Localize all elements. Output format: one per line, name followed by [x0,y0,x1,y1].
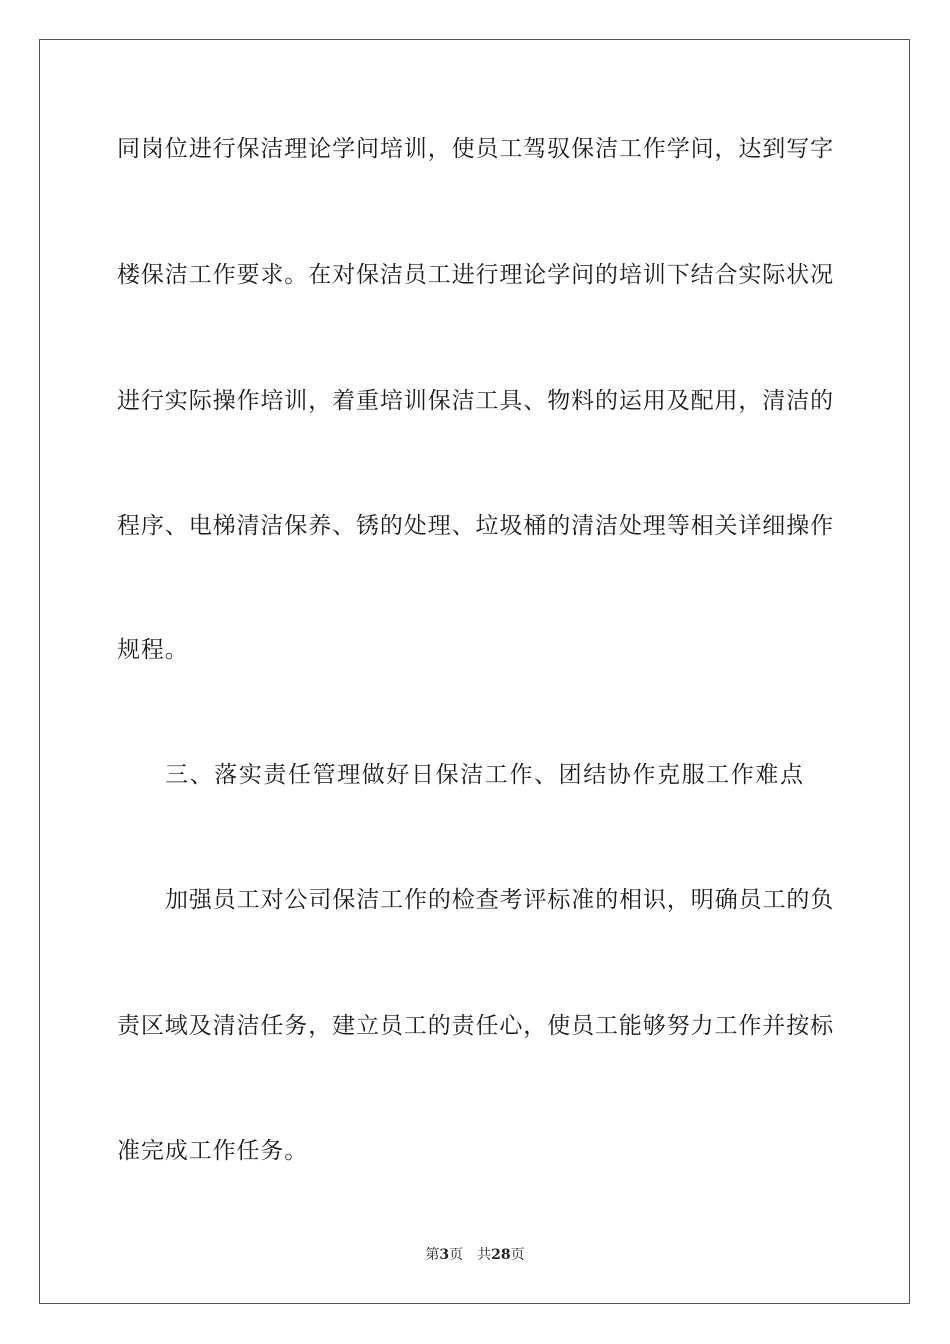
page-footer [0,1246,950,1264]
section-heading: 三、落实责任管理做好日保洁工作、团结协作克服工作难点 [165,762,805,788]
body-text-line-1: 同岗位进行保洁理论学问培训，使员工驾驭保洁工作学问，达到写字 [117,136,834,162]
body-text-line-2: 楼保洁工作要求。在对保洁员工进行理论学问的培训下结合实际状况 [117,262,834,288]
footer-prefix: 第 [425,1247,440,1263]
body-text-line-7: 责区域及清洁任务，建立员工的责任心，使员工能够努力工作并按标 [117,1013,834,1039]
page-frame [39,39,910,1304]
footer-total-prefix: 共 [477,1247,492,1263]
body-text-line-3: 进行实际操作培训，着重培训保洁工具、物料的运用及配用，清洁的 [117,388,834,414]
body-text-line-6: 加强员工对公司保洁工作的检查考评标准的相识，明确员工的负 [165,887,835,913]
footer-page-suffix: 页 [449,1247,464,1263]
footer-total-suffix: 页 [510,1247,525,1263]
footer-current-page: 3 [439,1247,450,1263]
body-text-line-8: 准完成工作任务。 [117,1138,309,1164]
body-text-line-4: 程序、电梯清洁保养、锈的处理、垃圾桶的清洁处理等相关详细操作 [117,513,834,539]
footer-total-pages: 28 [491,1247,511,1263]
body-text-line-5: 规程。 [117,637,189,663]
